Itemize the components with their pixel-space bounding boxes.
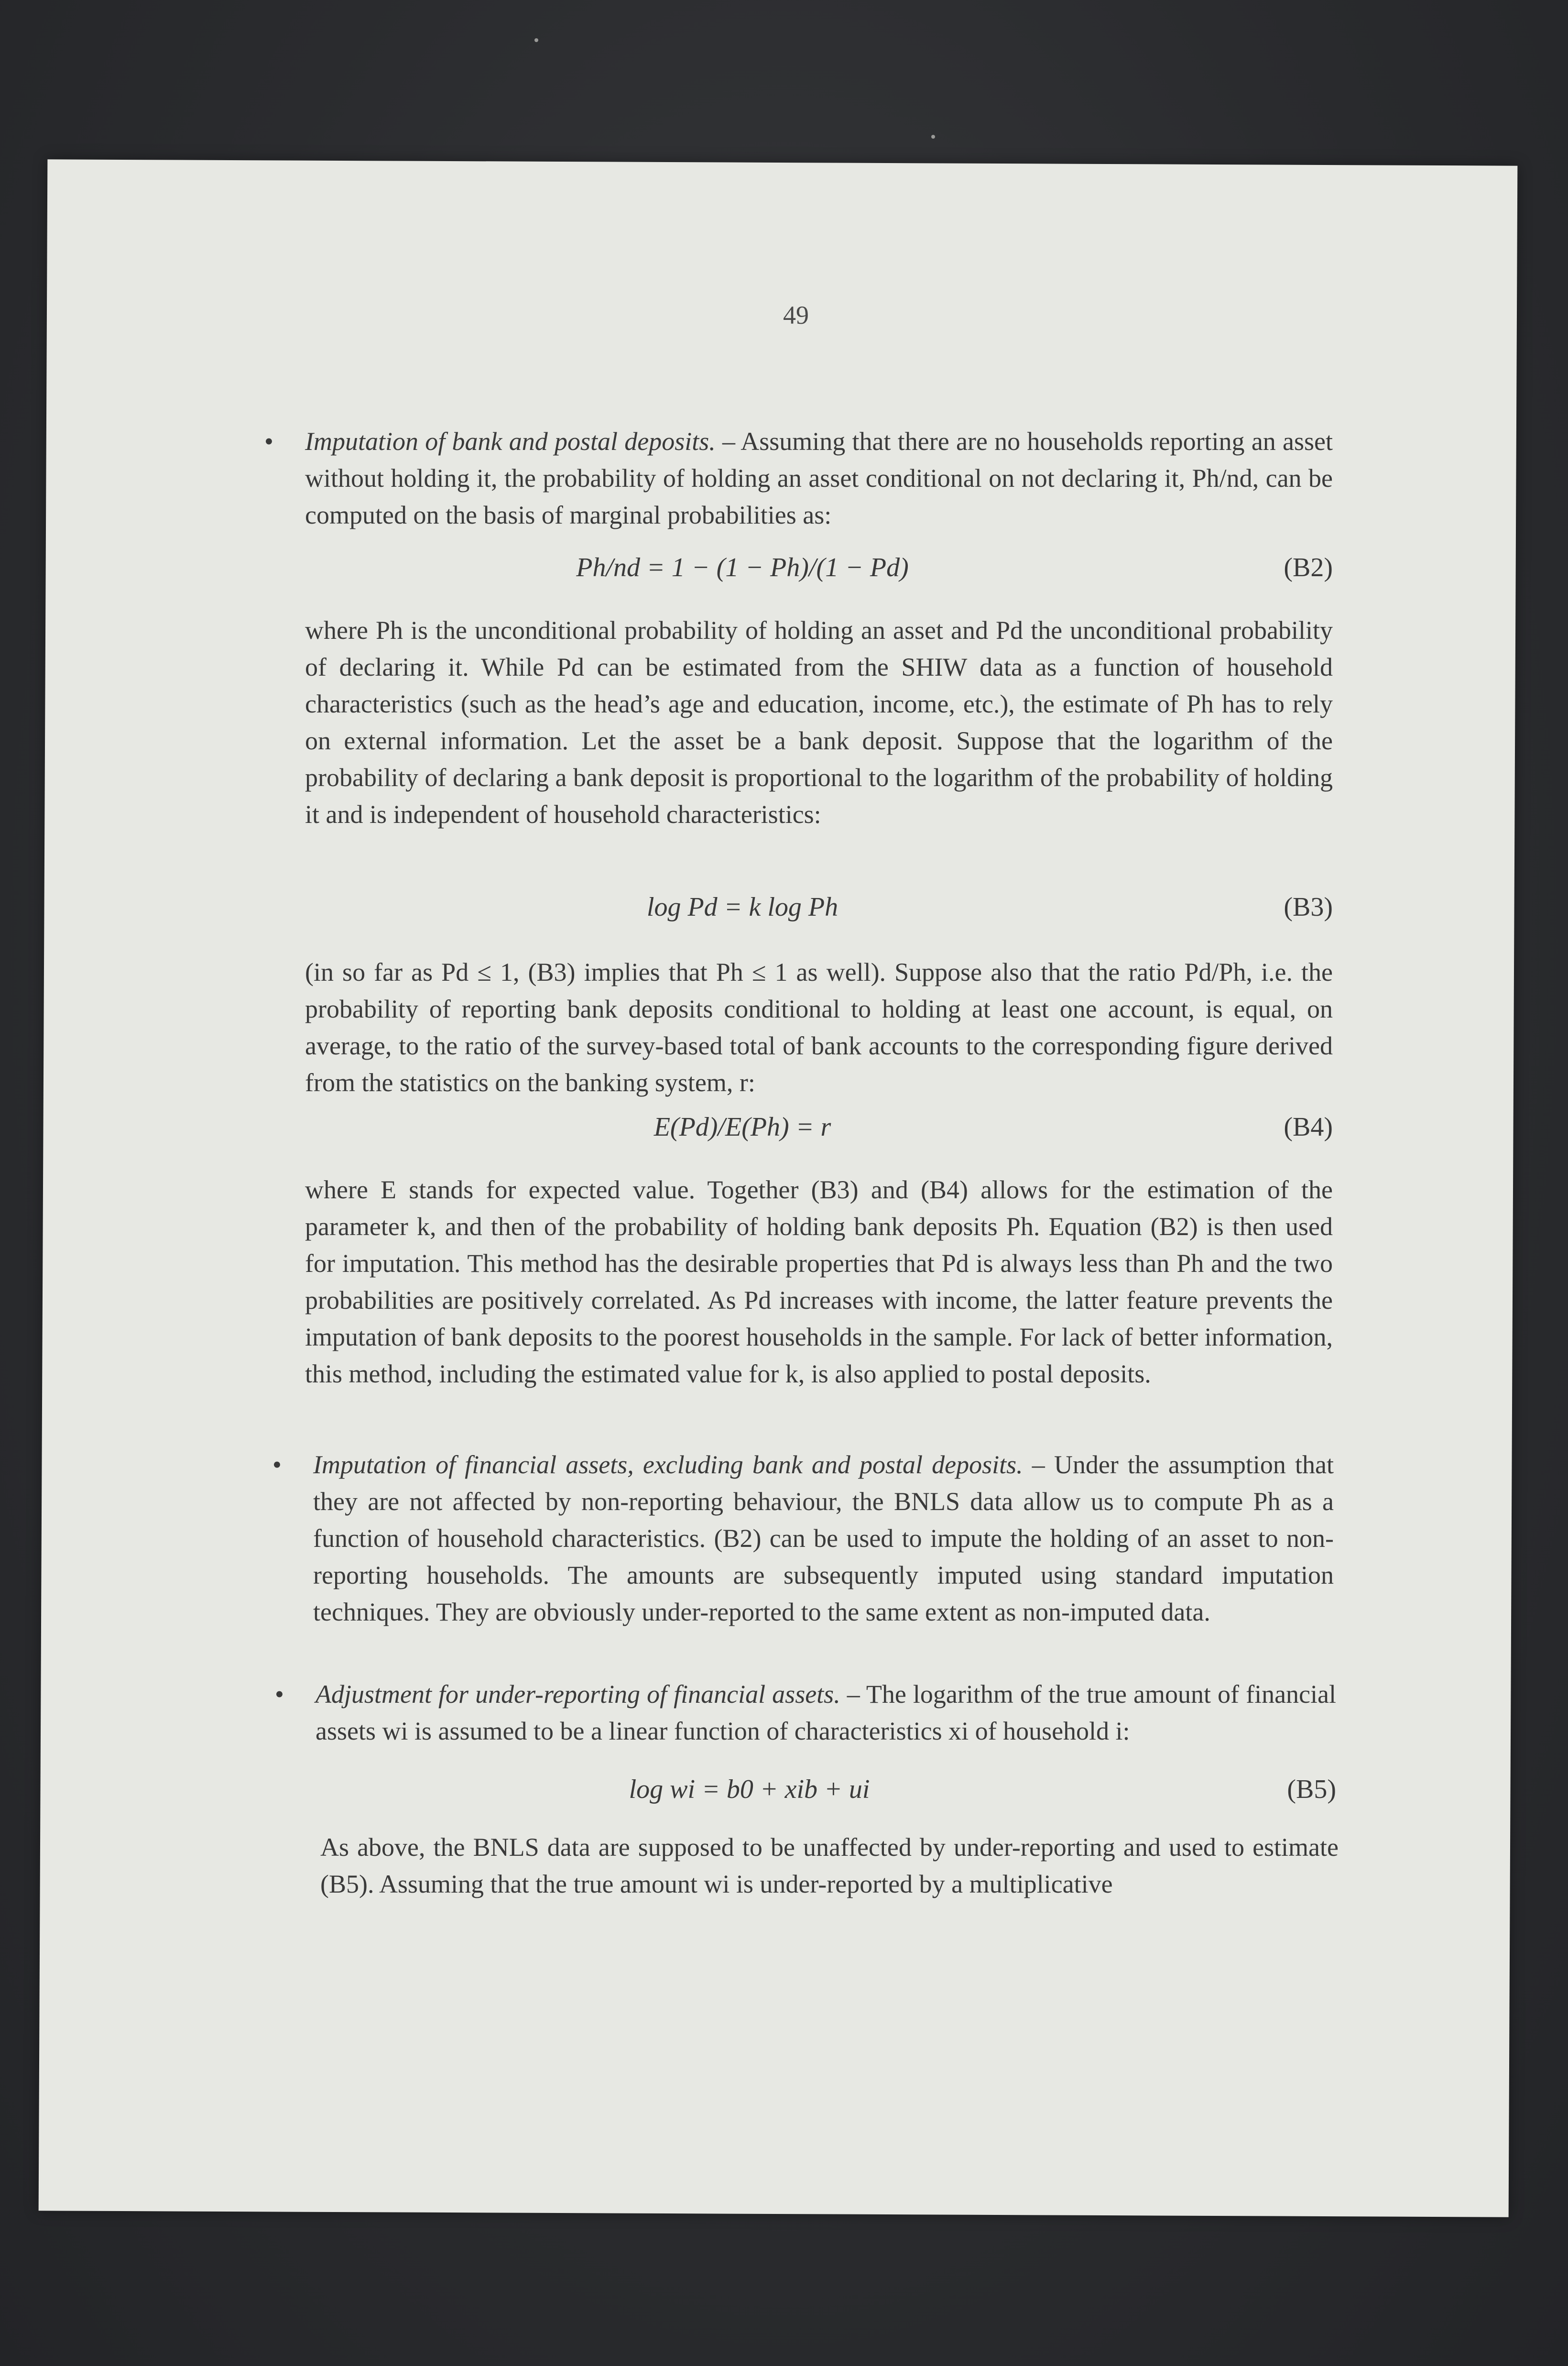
section-under-reporting [275,1676,1336,1750]
section-title: Imputation of bank and postal deposits. [305,427,716,456]
paragraph-bnls-estimation [320,1829,1339,1903]
paragraph-text: (in so far as Pd ≤ 1, (B3) implies that Ph ≤ 1 as well). Suppose also that the ratio Pd/Ph, i.e. the probability of reporting bank deposits conditional to holding at least one account, is equal, on average, to the ratio of the survey-based total of bank accounts to the corresponding figure derived from the statistics on the banking system, r: [305,958,1333,1097]
paragraph-marginal-probabilities [305,612,1333,833]
paragraph-expected-value [305,1172,1333,1392]
section-title: Adjustment for under-reporting of financial assets. [316,1680,840,1709]
paragraph-text: As above, the BNLS data are supposed to be unaffected by under-reporting and used to estimate (B5). Assuming that the true amount wi is under-reported by a multiplicative [320,1833,1339,1898]
section-intro-text: – The logarithm of the true amount of financial assets wi is assumed to be a linear function of characteristics xi of household i: [316,1680,1336,1745]
equation-label: (B2) [1284,553,1333,582]
section-body-text: – Under the assumption that they are not affected by non-reporting behaviour, the BNLS data allow us to compute Ph as a function of household characteristics. (B2) can be used to impute the holding of an asset to non-reporting households. The amounts are subsequently imputed using standard imputation techniques. They are obviously under-reported to the same extent as non-imputed data. [313,1450,1334,1626]
section-title: Imputation of financial assets, excluding bank and postal deposits. [313,1450,1023,1479]
paragraph-text: where E stands for expected value. Together (B3) and (B4) allows for the estimation of the parameter k, and then of the probability of holding bank deposits Ph. Equation (B2) is then used for imputation. This method has the desirable properties that Pd is always less than Ph and the two probabilities are positively correlated. As Pd increases with income, the latter feature prevents the imputation of bank deposits to the poorest households in the sample. For lack of better information, this method, including the estimated value for k, is also applied to postal deposits. [305,1175,1333,1388]
equation-text: log Pd = k log Ph [646,892,838,922]
equation-b3 [305,892,1333,930]
equation-text: E(Pd)/E(Ph) = r [653,1112,831,1142]
bullet-icon: • [264,427,273,456]
paragraph-ratio-assumption [305,954,1333,1101]
equation-b5 [316,1774,1336,1812]
equation-label: (B4) [1284,1112,1333,1142]
paragraph-text: where Ph is the unconditional probability of holding an asset and Pd the unconditional probability of declaring it. While Pd can be estimated from the SHIW data as a function of household characteristics (such as the head’s age and education, income, etc.), the estimate of Ph has to rely on external information. Let the asset be a bank deposit. Suppose that the logarithm of the probability of declaring a bank deposit is proportional to the logarithm of the probability of holding it and is independent of household characteristics: [305,616,1333,829]
equation-b2 [305,552,1333,591]
section-bank-deposits-intro [264,423,1333,534]
bullet-icon: • [275,1680,284,1709]
equation-text: log wi = b0 + xib + ui [629,1774,870,1804]
bullet-icon: • [272,1450,282,1479]
equation-text: Ph/nd = 1 − (1 − Ph)/(1 − Pd) [576,553,909,582]
paper-speck [931,135,935,139]
paper-speck [534,38,538,42]
page-number: 49 [783,301,809,329]
section-financial-assets [272,1446,1334,1631]
equation-b4 [305,1112,1333,1150]
section-intro-text: – Assuming that there are no households reporting an asset without holding it, the probability of holding an asset conditional on not declaring it, Ph/nd, can be computed on the basis of marginal probabilities as: [305,427,1333,529]
equation-label: (B5) [1287,1774,1336,1804]
equation-label: (B3) [1284,892,1333,922]
